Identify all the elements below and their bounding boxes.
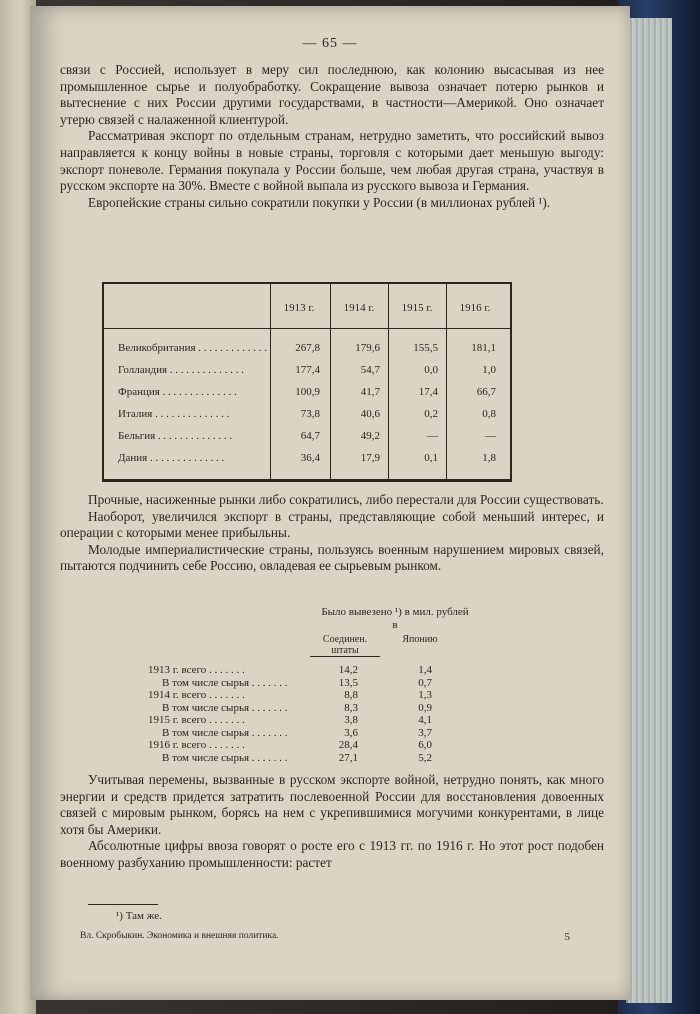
table-cell: 40,6: [360, 408, 380, 420]
table-caption: Было вывезено ¹) в мил. рублей в: [321, 606, 469, 631]
table-cell-us: 8,3: [344, 701, 358, 714]
book-page: [30, 6, 630, 1000]
table-cell: 54,7: [360, 364, 380, 376]
paragraph: Европейские страны сильно сократили покупки у России (в миллионах рублей ¹).: [88, 194, 551, 210]
table-row: [130, 714, 460, 726]
table-cell: 49,2: [360, 430, 380, 442]
table-cell: 1,8: [482, 452, 496, 464]
printer-signature: 5: [564, 931, 570, 943]
table-row: [130, 677, 460, 689]
table-cell-japan: 1,4: [418, 664, 432, 676]
table-cell-japan: 0,7: [418, 676, 432, 689]
column-header-japan: Японию: [402, 634, 438, 645]
table-cell: —: [427, 430, 438, 442]
table-row-label: Италия . . .: [118, 408, 268, 420]
table-cell: 41,7: [360, 386, 380, 398]
table-column-header: 1915 г.: [401, 302, 433, 314]
table-cell: 66,7: [476, 386, 496, 398]
table-row: [130, 739, 460, 751]
paragraph: Наоборот, увеличился экспорт в страны, представляющие собой меньший интерес, и операции с которыми менее прибыльны.: [60, 508, 604, 541]
export-table: [102, 282, 512, 482]
table-cell-us: 27,1: [338, 751, 358, 764]
table-cell: 1,0: [482, 364, 496, 376]
table-header-rule: [104, 328, 510, 329]
page-number: — 65 —: [302, 36, 358, 51]
table-row: [104, 342, 510, 364]
table-cell: 0,1: [424, 452, 438, 464]
table-row-label: Великобритания . . .: [118, 342, 268, 354]
table-row: [130, 727, 460, 739]
table-row-label: Бельгия . . .: [118, 430, 268, 442]
table-row-label: Франция . . .: [118, 386, 268, 398]
table-row-label: В том числе сырья . . .: [162, 727, 300, 739]
footnote-rule: [88, 904, 158, 905]
table-cell-japan: 1,3: [418, 689, 432, 701]
table-cell-japan: 0,9: [418, 701, 432, 714]
table-column-header: 1916 г.: [459, 302, 491, 314]
table-cell-japan: 4,1: [418, 714, 432, 726]
table-row: [104, 430, 510, 452]
paragraph: Рассматривая экспорт по отдельным странам, нетрудно заметить, что российский вывоз направляется к концу войны в новые страны, торговля с которыми дает меньшую выгоду: экспорт поневоле. Германия покупала у России больше, чем любая другая страна, участвуя в русском экспорте на 30%. Вместе с войной выпала из русского вывоза и Германия.: [60, 128, 604, 194]
table-row: [104, 386, 510, 408]
paragraph: Прочные, насиженные рынки либо сократились, либо перестали для России существовать.: [88, 492, 604, 507]
table-cell: —: [485, 430, 496, 442]
table-cell-us: 14,2: [338, 664, 358, 676]
table-row-label: Дания . . .: [118, 452, 268, 464]
table-cell: 73,8: [300, 408, 320, 420]
table-row: [104, 364, 510, 386]
paragraph: Молодые империалистические страны, пользуясь военным нарушением мировых связей, пытаются подчинить себе Россию, овладевая ее сырьевым рынком.: [60, 541, 604, 574]
table-cell: 0,2: [424, 408, 438, 420]
table-cell-japan: 6,0: [418, 739, 432, 751]
table-row: [104, 452, 510, 474]
table-cell-us: 3,6: [344, 726, 358, 739]
table-cell: 177,4: [295, 364, 320, 376]
table-row-label: В том числе сырья . . .: [162, 702, 300, 714]
table-row: [130, 752, 460, 764]
paragraph: связи с Россией, использует в меру сил последнюю, как колонию высасывая из нее промышленное сырье и полуобработку. Сокращение вывоза означает потерю рынков и вытеснение с них России другими государствами, в частности—Америкой. Оно означает утерю связей с налаженной клиентурой.: [60, 62, 604, 127]
footnote: ¹) Там же.: [116, 910, 162, 922]
table-cell: 0,8: [482, 408, 496, 420]
table-cell: 181,1: [471, 342, 496, 354]
table-row-label: 1914 г. всего . . .: [148, 689, 300, 701]
text-block-bottom: [60, 772, 604, 872]
table-column-header: 1914 г.: [343, 302, 375, 314]
table-cell-japan: 3,7: [418, 726, 432, 739]
table-row-label: 1915 г. всего . . .: [148, 714, 300, 726]
table-row-label: 1916 г. всего . . .: [148, 739, 300, 751]
us-japan-table: [130, 606, 469, 764]
page-block-edge: [626, 18, 672, 1003]
text-block-middle: [60, 492, 604, 575]
table-cell: 267,8: [295, 342, 320, 354]
table-cell: 36,4: [300, 452, 320, 464]
footer-book-title: Вл. Скробыкин. Экономика и внешняя политика.: [80, 931, 279, 941]
column-header-us: Соединен. штаты: [310, 634, 380, 657]
table-row-label: В том числе сырья . . .: [162, 677, 300, 689]
table-column-header: 1913 г.: [283, 302, 315, 314]
table-row-label: В том числе сырья . . .: [162, 752, 300, 764]
table-row: [130, 664, 460, 676]
table-row: [130, 689, 460, 701]
table-cell: 17,4: [418, 386, 438, 398]
paragraph: Учитывая перемены, вызванные в русском экспорте войной, нетрудно понять, как много энергии и средств придется затратить послевоенной России для восстановления довоенных связей с мировым рынком, борясь на нем с укрепившимися могучими конкурентами, в лице хотя бы Америки.: [60, 772, 604, 837]
table-row: [104, 408, 510, 430]
table-cell: 64,7: [300, 430, 320, 442]
table-cell: 155,5: [413, 342, 438, 354]
table-row-label: 1913 г. всего . . .: [148, 664, 300, 676]
table-row-label: Голландия . . .: [118, 364, 268, 376]
table-cell-us: 13,5: [338, 676, 358, 689]
table-cell: 0,0: [424, 364, 438, 376]
table-cell-us: 8,8: [344, 689, 358, 701]
table-cell-japan: 5,2: [418, 751, 432, 764]
text-block-top: [60, 62, 604, 211]
paragraph: Абсолютные цифры ввоза говорят о росте его с 1913 гг. по 1916 г. Но этот рост подобен военному разбуханию промышленности: растет: [60, 838, 604, 870]
table-cell-us: 28,4: [338, 739, 358, 751]
table-cell: 179,6: [355, 342, 380, 354]
table-cell: 100,9: [295, 386, 320, 398]
table-row: [130, 702, 460, 714]
table-cell-us: 3,8: [344, 714, 358, 726]
table-cell: 17,9: [360, 452, 380, 464]
